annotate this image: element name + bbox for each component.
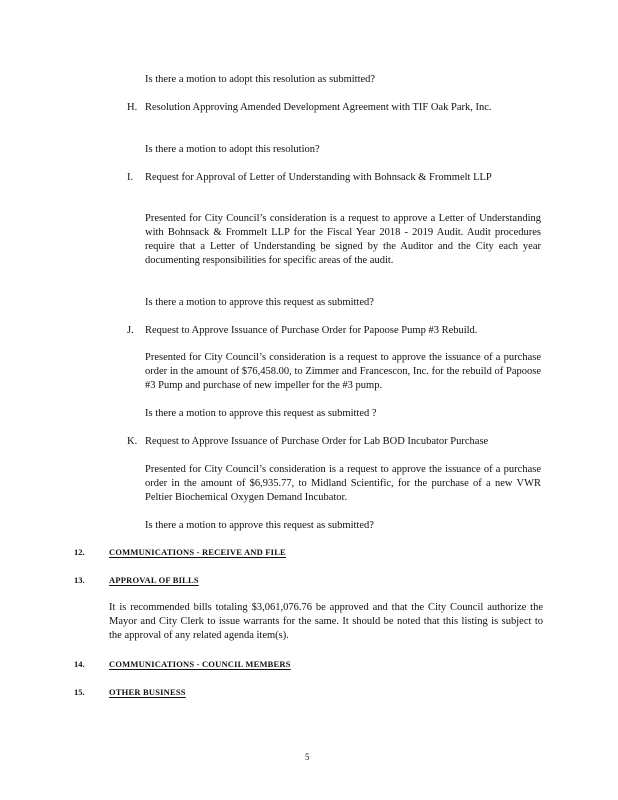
item-k-letter: K. [127, 436, 138, 447]
item-h-title: Resolution Approving Amended Development Agreement with TIF Oak Park, Inc. [145, 102, 492, 113]
item-i-letter: I. [127, 172, 134, 183]
section-15-title: OTHER BUSINESS [109, 687, 186, 697]
item-h-letter: H. [127, 102, 138, 113]
item-j-body: Presented for City Council’s consideration is a request to approve the issuance of a purchase order in the amount of $76,458.00, to Zimmer and Francescon, Inc. for the rebuild of Papoose #3 Pump and purchase of new impeller for the #3 pump. [145, 352, 541, 391]
item-i-title: Request for Approval of Letter of Understanding with Bohnsack & Frommelt LLP [145, 172, 492, 183]
section-14-number: 14. [74, 659, 85, 669]
item-h-question: Is there a motion to adopt this resolution? [145, 144, 320, 155]
item-k-body: Presented for City Council’s consideration is a request to approve the issuance of a purchase order in the amount of $6,935.77, to Midland Scientific, for the purchase of a new VWR Peltier Biochemical Oxygen Demand Incubator. [145, 464, 541, 503]
section-12-title: COMMUNICATIONS - RECEIVE AND FILE [109, 547, 286, 557]
section-12-number: 12. [74, 547, 85, 557]
item-j-letter: J. [127, 325, 134, 336]
page-number: 5 [305, 752, 310, 762]
section-13-number: 13. [74, 575, 85, 585]
item-j-question: Is there a motion to approve this request as submitted ? [145, 408, 377, 419]
item-k-question: Is there a motion to approve this request as submitted? [145, 520, 374, 531]
item-k-title: Request to Approve Issuance of Purchase Order for Lab BOD Incubator Purchase [145, 436, 489, 447]
item-g-question: Is there a motion to adopt this resolution as submitted? [145, 74, 376, 85]
item-i-question: Is there a motion to approve this request as submitted? [145, 297, 374, 308]
section-13-body: It is recommended bills totaling $3,061,076.76 be approved and that the City Council authorize the Mayor and City Clerk to issue warrants for the same. It should be noted that this listing is subject to the approval of any related agenda item(s). [109, 602, 543, 641]
section-14-title: COMMUNICATIONS - COUNCIL MEMBERS [109, 659, 291, 669]
section-13-title: APPROVAL OF BILLS [109, 575, 199, 585]
section-15-number: 15. [74, 687, 85, 697]
item-i-body: Presented for City Council’s consideration is a request to approve a Letter of Understanding with Bohnsack & Frommelt LLP for the Fiscal Year 2018 - 2019 Audit. Audit procedures require that a Letter of Understanding be signed by the Auditor and the City each year documenting responsibilities for specific areas of the audit. [145, 213, 541, 266]
item-j-title: Request to Approve Issuance of Purchase Order for Papoose Pump #3 Rebuild. [145, 325, 478, 336]
